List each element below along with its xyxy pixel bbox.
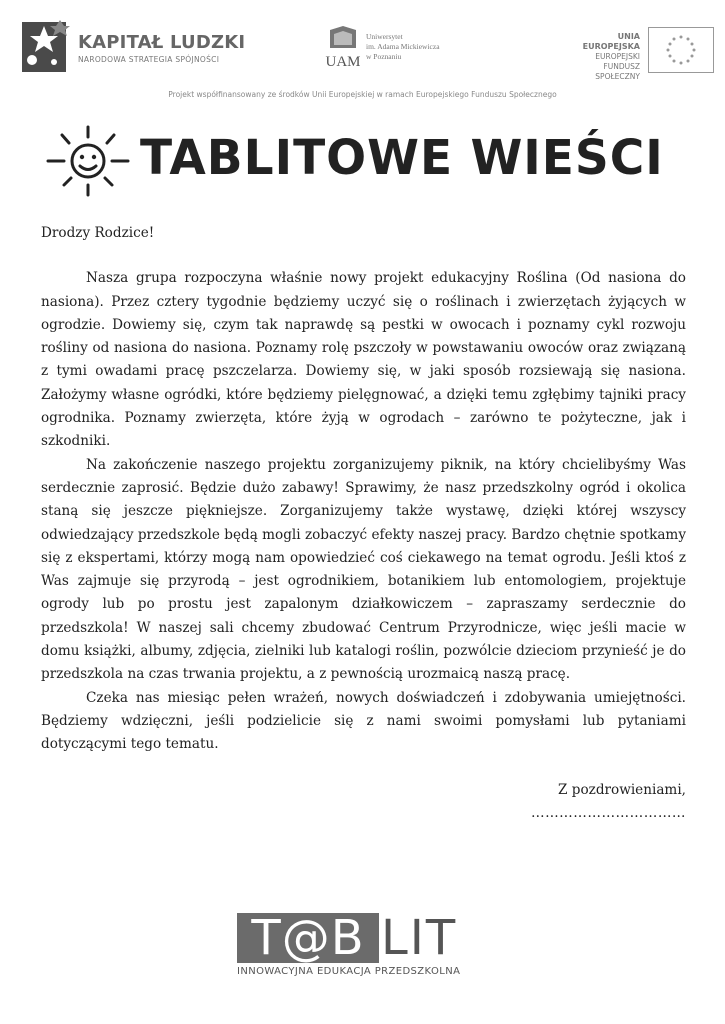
uam-line-1: Uniwersytet [366, 32, 403, 41]
letter-body [41, 222, 686, 825]
tablit-logo [237, 910, 458, 966]
uam-name [366, 32, 440, 62]
eu-flag-icon [648, 27, 714, 73]
signature-line: …………………………… [530, 804, 686, 821]
letter-paragraph: Nasza grupa rozpoczyna właśnie nowy projekt edukacyjny Roślina (Od nasiona do nasiona). Przez cztery tygodnie będziemy uczyć się o roślinach i zwierzętach żyjących w ogrodzie. Dowiemy się, czym tak naprawdę są pestki w owocach i poznamy cykl rozwoju rośliny od nasiona do nasiona. Poznamy rolę pszczoły w powstawaniu owoców oraz związaną z tymi owadami pracę pszczelarza. Dowiemy się, w jaki sposób rozsiewają się nasiona. Założymy własne ogródki, które będziemy pielęgnować, a dzięki temu zgłębimy tajniki pracy ogrodnika. Poznamy zwierzęta, które żyją w ogrodach – zarówno te pożyteczne, jak i szkodniki. [41, 270, 686, 450]
sun-icon [38, 123, 138, 203]
uam-line-2: im. Adama Mickiewicza [366, 42, 440, 51]
letter-paragraph: Na zakończenie naszego projektu zorganizujemy piknik, na który chcielibyśmy Was serdecznie zaprosić. Będzie dużo zabawy! Sprawimy, że nasz przedszkolny ogród i okolica staną się jeszcze piękniejsze. Zorganizujemy także wystawę, dzięki której wszyscy odwiedzający przedszkole będą mogli zobaczyć efekty naszej pracy. Bardzo chętnie spotkamy się z ekspertami, którzy mogą nam opowiedzieć coś ciekawego na temat ogrodu. Jeśli ktoś z Was zajmuje się przyrodą – jest ogrodnikiem, botanikiem lub entomologiem, projektuje ogrody lub po prostu jest zapalonym działkowiczem – zapraszamy serdecznie do przedszkola! W naszej sali chcemy zbudować Centrum Przyrodnicze, więc jeśli macie w domu książki, albumy, zdjęcia, zielniki lub katalogi roślin, pozwólcie dzieciom przynieść je do przedszkola na czas trwania projektu, a z pewnością urozmaicą naszą pracę. [41, 456, 686, 683]
ue-line-2: EUROPEJSKI [595, 52, 640, 61]
uam-crest-icon [322, 26, 364, 74]
kapital-ludzki-subtitle: NARODOWA STRATEGIA SPÓJNOŚCI [78, 55, 220, 64]
ue-line-3: FUNDUSZ SPOŁECZNY [595, 62, 640, 81]
uam-line-3: w Poznaniu [366, 52, 402, 61]
tablit-tagline: INNOWACYJNA EDUKACJA PRZEDSZKOLNA [237, 966, 461, 977]
uam-acronym: UAM [325, 54, 361, 70]
tablit-logo-rest: LIT [381, 910, 458, 966]
newsletter-title: TABLITOWE WIEŚCI [140, 130, 664, 186]
kapital-ludzki-logo-icon [20, 18, 72, 76]
tablit-logo-box: T@B [237, 913, 379, 963]
ue-text [560, 32, 640, 82]
kapital-ludzki-title: KAPITAŁ LUDZKI [78, 32, 246, 53]
letter-closing: Z pozdrowieniami, [558, 781, 686, 798]
cofinancing-note: Projekt współfinansowany ze środków Unii Europejskiej w ramach Europejskiego Funduszu Społecznego [168, 90, 557, 99]
ue-line-1: UNIA EUROPEJSKA [582, 32, 640, 51]
letter-greeting: Drodzy Rodzice! [41, 225, 155, 241]
letter-paragraph: Czeka nas miesiąc pełen wrażeń, nowych doświadczeń i zdobywania umiejętności. Będziemy wdzięczni, jeśli podzielicie się z nami swoimi pomysłami lub pytaniami dotyczącymi tego tematu. [41, 689, 686, 753]
